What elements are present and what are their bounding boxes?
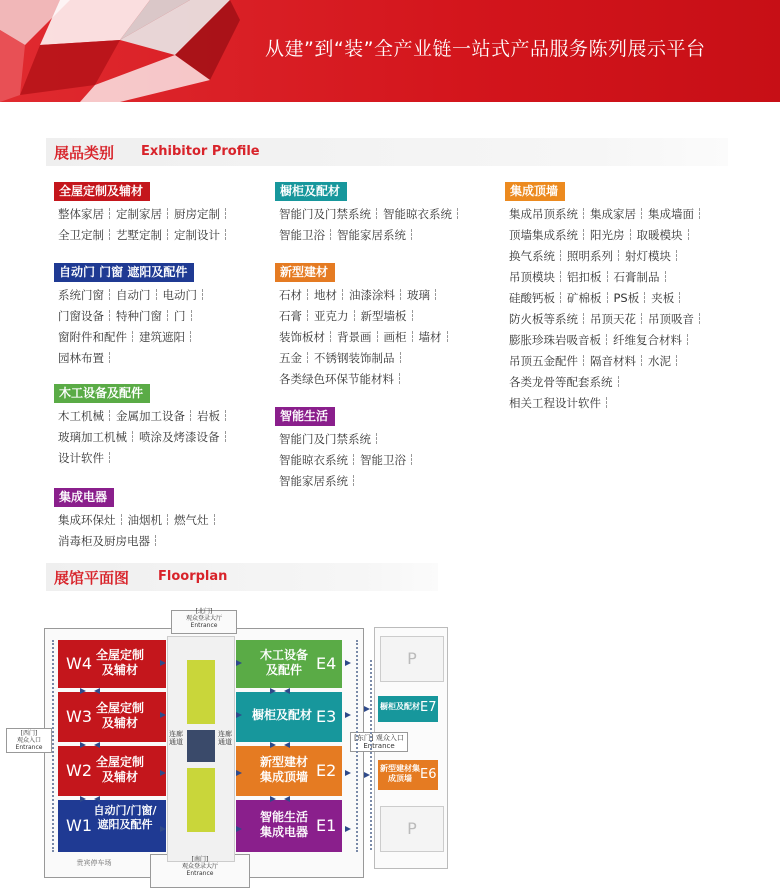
category-item-row	[509, 372, 706, 393]
category-item: 全卫定制	[58, 228, 104, 242]
item-separator	[641, 208, 643, 219]
category-block	[275, 405, 418, 492]
category-item: 油烟机	[127, 513, 162, 527]
item-separator	[699, 313, 701, 324]
category-item-row	[58, 225, 232, 246]
category-item-row	[509, 246, 706, 267]
item-separator	[618, 376, 620, 387]
category-items	[275, 204, 464, 246]
category-item: 整体家居	[58, 207, 104, 221]
item-separator	[225, 431, 227, 442]
category-item: 智能晾衣系统	[383, 207, 452, 221]
category-item: 亚克力	[314, 309, 349, 323]
item-separator	[353, 475, 355, 486]
category-item-row	[279, 450, 418, 471]
category-item: 石膏制品	[613, 270, 660, 284]
category-tag: 橱柜及配材	[275, 182, 347, 201]
category-item: 玻璃	[407, 288, 430, 302]
hall-e7-code: E7	[420, 700, 437, 715]
item-separator	[155, 535, 157, 546]
category-item: 取暖模块	[636, 228, 683, 242]
west-entrance-name: 观众入口	[16, 737, 41, 744]
category-block	[54, 261, 209, 369]
north-entrance-tag: [北门]	[195, 608, 213, 615]
category-item: 电动门	[162, 288, 197, 302]
category-item: 消毒柜及厨房电器	[58, 534, 150, 548]
item-separator	[202, 289, 204, 300]
category-items	[275, 285, 454, 390]
category-item: 各类绿色环保节能材料	[279, 372, 394, 386]
category-items	[54, 204, 232, 246]
item-separator	[353, 454, 355, 465]
category-item: 园林布置	[58, 351, 104, 365]
item-separator	[560, 292, 562, 303]
category-block	[275, 180, 464, 246]
hall-w4-label: 全屋定制及辅材	[96, 648, 145, 677]
category-item: 石膏	[279, 309, 302, 323]
category-item: 相关工程设计软件	[509, 396, 601, 410]
category-item-row	[58, 348, 209, 369]
item-separator	[583, 355, 585, 366]
category-item: 五金	[279, 351, 302, 365]
item-separator	[214, 514, 216, 525]
east-entrance-name: 观众入口	[375, 734, 404, 742]
item-separator	[109, 352, 111, 363]
category-item-row	[279, 348, 454, 369]
item-separator	[225, 208, 227, 219]
item-separator	[412, 331, 414, 342]
east-entrance-en: Entrance	[363, 742, 395, 750]
category-items	[505, 204, 706, 414]
category-item: 定制设计	[174, 228, 220, 242]
item-separator	[156, 289, 158, 300]
category-item: 墙材	[418, 330, 442, 344]
parking-south: P	[380, 806, 444, 852]
category-item: 系统门窗	[58, 288, 104, 302]
item-separator	[618, 250, 620, 261]
category-item: 窗附件和配件	[58, 330, 127, 344]
category-item: 设计软件	[58, 451, 104, 465]
category-item: 隔音材料	[590, 354, 636, 368]
floorplan-title-cn: 展馆平面图	[54, 569, 130, 587]
category-tag: 智能生活	[275, 407, 335, 426]
item-separator	[607, 292, 609, 303]
item-separator	[583, 313, 585, 324]
item-separator	[167, 310, 169, 321]
hall-e7-label: 橱柜及配材	[380, 702, 420, 711]
hall-e4-label: 木工设备及配件	[260, 648, 309, 677]
north-entrance-en: Entrance	[190, 622, 218, 629]
category-items	[54, 285, 209, 369]
item-separator	[679, 292, 681, 303]
item-separator	[109, 208, 111, 219]
category-item: 装饰板材	[279, 330, 325, 344]
hall-e3-label: 橱柜及配材	[251, 708, 312, 722]
category-item: 智能门及门禁系统	[279, 207, 371, 221]
item-separator	[583, 229, 585, 240]
hall-e2-label: 新型建材集成顶墙	[260, 755, 309, 784]
item-separator	[606, 397, 608, 408]
corridor-label-right: 连廊通道	[218, 730, 232, 746]
category-item-row	[509, 288, 706, 309]
category-tag: 集成电器	[54, 488, 114, 507]
category-item: 换气系统	[509, 249, 555, 263]
category-item: 不锈钢装饰制品	[314, 351, 395, 365]
floorplan-title-en: Floorplan	[158, 569, 228, 584]
item-separator	[376, 208, 378, 219]
item-separator	[190, 331, 192, 342]
category-item-row	[58, 448, 232, 469]
category-item: 智能门及门禁系统	[279, 432, 371, 446]
item-separator	[688, 229, 690, 240]
item-separator	[665, 271, 667, 282]
item-separator	[377, 331, 379, 342]
west-entrance-tag: [西门]	[20, 730, 38, 737]
item-separator	[376, 433, 378, 444]
exhibitor-title-cn: 展品类别	[54, 144, 115, 162]
item-separator	[457, 208, 459, 219]
item-separator	[687, 334, 689, 345]
category-item: 集成环保灶	[58, 513, 116, 527]
category-item-row	[58, 427, 232, 448]
category-item-row	[509, 330, 706, 351]
item-separator	[560, 271, 562, 282]
category-item-row	[58, 306, 209, 327]
corridor-label-left: 连廊通道	[169, 730, 183, 746]
category-item-row	[58, 531, 221, 552]
item-separator	[225, 229, 227, 240]
category-item: 膨胀珍珠岩吸音板	[509, 333, 601, 347]
item-separator	[109, 452, 111, 463]
category-items	[275, 429, 418, 492]
category-item: 自动门	[116, 288, 151, 302]
item-separator	[641, 355, 643, 366]
category-items	[54, 510, 221, 552]
item-separator	[109, 310, 111, 321]
category-item-row	[509, 351, 706, 372]
item-separator	[307, 352, 309, 363]
hall-w3-code: W3	[66, 707, 92, 726]
category-item: 矿棉板	[567, 291, 602, 305]
item-separator	[641, 313, 643, 324]
category-item-row	[279, 306, 454, 327]
item-separator	[167, 514, 169, 525]
category-item: 硅酸钙板	[509, 291, 555, 305]
category-item-row	[279, 369, 454, 390]
category-item-row	[509, 225, 706, 246]
category-item: 木工机械	[58, 409, 104, 423]
item-separator	[411, 229, 413, 240]
category-item-row	[279, 327, 454, 348]
category-item: 吊顶五金配件	[509, 354, 578, 368]
category-tag: 木工设备及配件	[54, 384, 150, 403]
item-separator	[644, 292, 646, 303]
category-item: 防火板等系统	[509, 312, 578, 326]
hall-w4-code: W4	[66, 654, 92, 673]
category-item: 岩板	[197, 409, 220, 423]
category-tag: 自动门 门窗 遮阳及配件	[54, 263, 194, 282]
item-separator	[132, 431, 134, 442]
item-separator	[412, 310, 414, 321]
category-item: 门窗设备	[58, 309, 104, 323]
hall-w1-label: 自动门/门窗/遮阳及配件	[93, 804, 157, 831]
category-item: PS板	[613, 291, 640, 305]
category-item: 吊顶吸音	[648, 312, 694, 326]
category-item: 特种门窗	[116, 309, 162, 323]
category-item-row	[509, 393, 706, 414]
category-item: 吊顶模块	[509, 270, 555, 284]
category-item-row	[58, 285, 209, 306]
north-entrance-name: 观众登录大厅	[185, 615, 222, 622]
category-item: 吊顶天花	[590, 312, 636, 326]
category-item: 顶墙集成系统	[509, 228, 578, 242]
item-separator	[411, 454, 413, 465]
item-separator	[400, 352, 402, 363]
category-item: 喷涂及烤漆设备	[139, 430, 220, 444]
category-item: 金属加工设备	[116, 409, 185, 423]
west-entrance-en: Entrance	[15, 744, 43, 751]
item-separator	[109, 229, 111, 240]
item-separator	[307, 289, 309, 300]
hall-e1-code: E1	[316, 816, 337, 835]
item-separator	[190, 410, 192, 421]
item-separator	[132, 331, 134, 342]
category-item: 艺墅定制	[116, 228, 162, 242]
header-banner	[0, 0, 780, 102]
item-separator	[109, 410, 111, 421]
category-tag: 新型建材	[275, 263, 335, 282]
parking-north: P	[380, 636, 444, 682]
category-item: 阳光房	[590, 228, 625, 242]
arrow-markers	[0, 600, 780, 891]
category-item: 铝扣板	[567, 270, 602, 284]
category-item-row	[509, 267, 706, 288]
category-item: 智能卫浴	[360, 453, 406, 467]
category-item: 水泥	[648, 354, 671, 368]
item-separator	[699, 208, 701, 219]
category-block	[54, 382, 232, 469]
item-separator	[191, 310, 193, 321]
hall-e3-code: E3	[316, 707, 337, 726]
category-item: 背景画	[337, 330, 372, 344]
category-item-row	[58, 510, 221, 531]
hall-e6-label: 新型建材集成顶墙	[380, 764, 420, 783]
category-item: 油漆涂料	[349, 288, 395, 302]
south-entrance-name: 观众登录大厅	[181, 863, 218, 870]
item-separator	[630, 229, 632, 240]
category-item: 夹板	[651, 291, 675, 305]
item-separator	[400, 289, 402, 300]
item-separator	[167, 208, 169, 219]
category-item: 石材	[279, 288, 302, 302]
floorplan-map	[0, 600, 780, 891]
banner-decoration	[0, 0, 260, 102]
category-item-row	[509, 309, 706, 330]
category-item: 集成家居	[590, 207, 636, 221]
category-item: 地材	[314, 288, 337, 302]
item-separator	[607, 271, 609, 282]
category-item: 射灯模块	[625, 249, 671, 263]
hall-w1-code: W1	[66, 816, 92, 835]
category-item: 智能晾衣系统	[279, 453, 348, 467]
category-item-row	[279, 471, 418, 492]
south-entrance-en: Entrance	[186, 870, 214, 877]
hall-e4-code: E4	[316, 654, 337, 673]
hall-e2-code: E2	[316, 761, 337, 780]
category-item: 玻璃加工机械	[58, 430, 127, 444]
hall-w2-code: W2	[66, 761, 92, 780]
category-item: 画柜	[383, 330, 407, 344]
category-items	[54, 406, 232, 469]
hall-w3-label: 全屋定制及辅材	[96, 701, 145, 730]
category-block	[54, 486, 221, 552]
exhibitor-title-en: Exhibitor Profile	[141, 144, 260, 159]
category-item: 纤维复合材料	[613, 333, 682, 347]
category-block	[54, 180, 232, 246]
category-tag: 全屋定制及辅材	[54, 182, 150, 201]
item-separator	[330, 331, 332, 342]
category-item-row	[58, 327, 209, 348]
vip-parking-label: 贵宾停车场	[76, 859, 112, 867]
item-separator	[606, 334, 608, 345]
item-separator	[330, 229, 332, 240]
category-item-row	[58, 204, 232, 225]
item-separator	[354, 310, 356, 321]
category-item: 智能家居系统	[279, 474, 348, 488]
item-separator	[121, 514, 123, 525]
category-item-row	[58, 406, 232, 427]
category-item-row	[279, 204, 464, 225]
item-separator	[342, 289, 344, 300]
category-item: 集成墙面	[648, 207, 694, 221]
category-item-row	[279, 225, 464, 246]
item-separator	[676, 355, 678, 366]
category-item-row	[279, 429, 418, 450]
category-block	[505, 180, 706, 414]
category-item: 厨房定制	[174, 207, 220, 221]
item-separator	[676, 250, 678, 261]
item-separator	[109, 289, 111, 300]
category-item: 集成吊顶系统	[509, 207, 578, 221]
item-separator	[583, 208, 585, 219]
category-item-row	[509, 204, 706, 225]
hall-e6-code: E6	[420, 767, 437, 782]
category-item: 燃气灶	[174, 513, 209, 527]
item-separator	[167, 229, 169, 240]
item-separator	[447, 331, 449, 342]
category-item: 门	[174, 309, 186, 323]
banner-title: 从建”到“装”全产业链一站式产品服务陈列展示平台	[265, 38, 706, 60]
item-separator	[399, 373, 401, 384]
hall-e1-label: 智能生活集成电器	[260, 810, 309, 839]
item-separator	[307, 310, 309, 321]
category-tag: 集成顶墙	[505, 182, 565, 201]
category-block	[275, 261, 454, 390]
category-item: 各类龙骨等配套系统	[509, 375, 613, 389]
category-item: 智能卫浴	[279, 228, 325, 242]
item-separator	[560, 250, 562, 261]
category-item: 新型墙板	[360, 309, 407, 323]
category-item-row	[279, 285, 454, 306]
category-item: 定制家居	[116, 207, 162, 221]
category-item: 智能家居系统	[337, 228, 406, 242]
item-separator	[225, 410, 227, 421]
item-separator	[435, 289, 437, 300]
east-entrance-tag: [东门]	[354, 734, 374, 742]
category-item: 建筑遮阳	[139, 330, 185, 344]
hall-w2-label: 全屋定制及辅材	[96, 755, 145, 784]
south-entrance-tag: [南门]	[191, 856, 209, 863]
category-item: 照明系列	[567, 249, 613, 263]
